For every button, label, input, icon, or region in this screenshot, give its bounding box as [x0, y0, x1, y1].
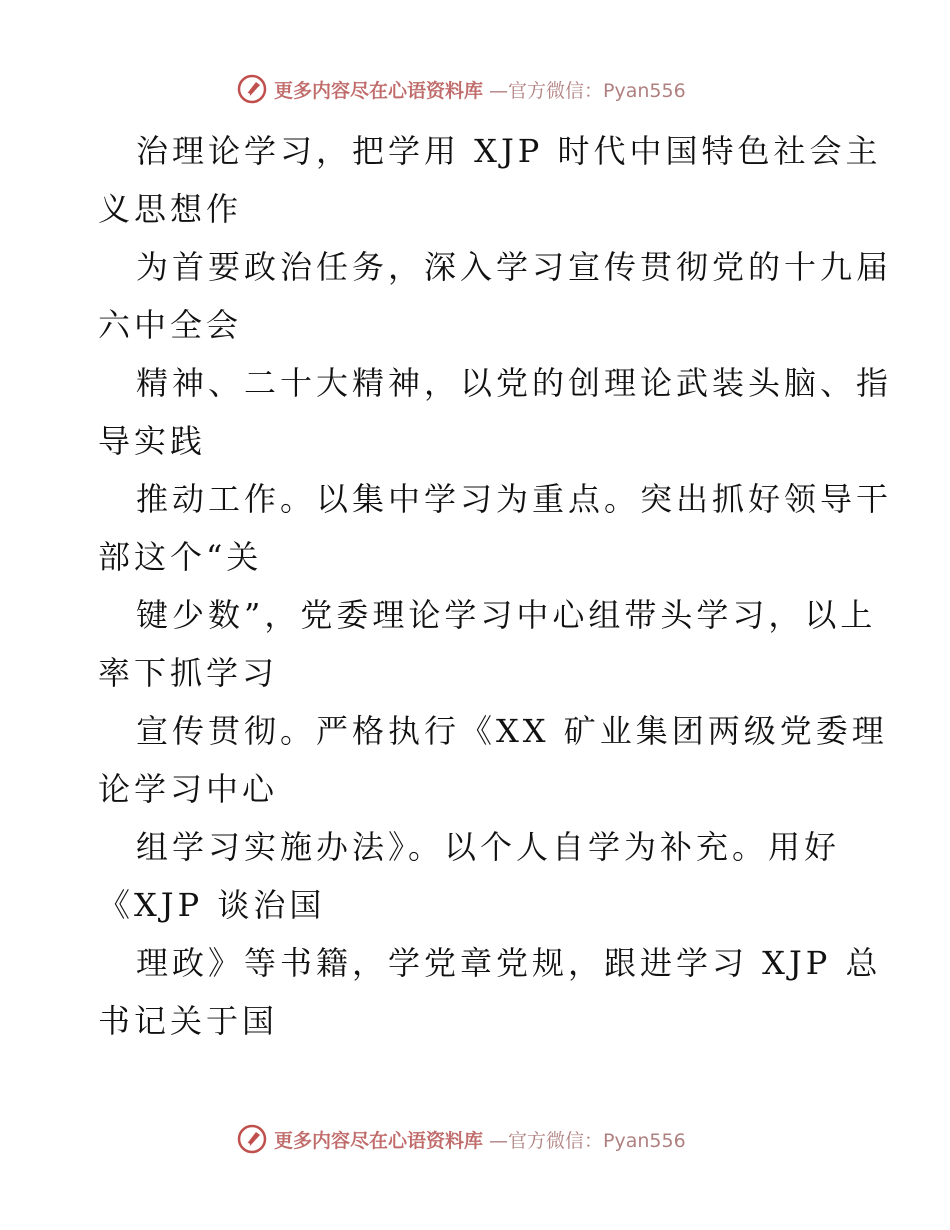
document-body — [98, 122, 893, 1050]
paragraph-line: 义思想作 — [98, 190, 243, 228]
paragraph — [98, 238, 893, 354]
pen-nib-icon — [236, 73, 268, 105]
paragraph-line: 组学习实施办法》。以个人自学为补充。用好 — [136, 828, 841, 866]
watermark-contact-text: —官方微信：Pyan556 — [489, 1129, 686, 1152]
paragraph-line: 书记关于国 — [98, 1002, 279, 1040]
paragraph-line: 精神、二十大精神，以党的创理论武装头脑、指 — [136, 364, 893, 402]
paragraph-line: 论学习中心 — [98, 770, 279, 808]
paragraph — [98, 470, 893, 586]
paragraph-line: 六中全会 — [98, 306, 243, 344]
watermark-contact-text: —官方微信：Pyan556 — [489, 79, 686, 102]
watermark-site-text: 更多内容尽在心语资料库 — [274, 79, 484, 102]
paragraph — [98, 354, 893, 470]
paragraph-line: 宣传贯彻。严格执行《XX 矿业集团两级党委理 — [136, 712, 888, 750]
paragraph-line: 键少数”，党委理论学习中心组带头学习，以上 — [136, 596, 877, 634]
paragraph-line: 率下抓学习 — [98, 654, 279, 692]
watermark-site-text: 更多内容尽在心语资料库 — [274, 1129, 484, 1152]
paragraph-line: 理政》等书籍，学党章党规，跟进学习 XJP 总 — [136, 944, 882, 982]
paragraph — [98, 586, 877, 702]
paragraph — [98, 122, 882, 238]
header-watermark — [236, 72, 686, 106]
paragraph-line: 为首要政治任务，深入学习宣传贯彻党的十九届 — [136, 248, 893, 286]
footer-watermark — [236, 1122, 686, 1156]
pen-nib-icon — [236, 1123, 268, 1155]
paragraph — [98, 818, 858, 934]
paragraph — [98, 702, 888, 818]
paragraph-line: 《XJP 谈治国 — [98, 886, 326, 924]
paragraph-line: 推动工作。以集中学习为重点。突出抓好领导干 — [136, 480, 893, 518]
paragraph-line: 治理论学习，把学用 XJP 时代中国特色社会主 — [136, 132, 882, 170]
paragraph — [98, 934, 882, 1050]
paragraph-line: 导实践 — [98, 422, 207, 460]
paragraph-line: 部这个“关 — [98, 538, 263, 576]
